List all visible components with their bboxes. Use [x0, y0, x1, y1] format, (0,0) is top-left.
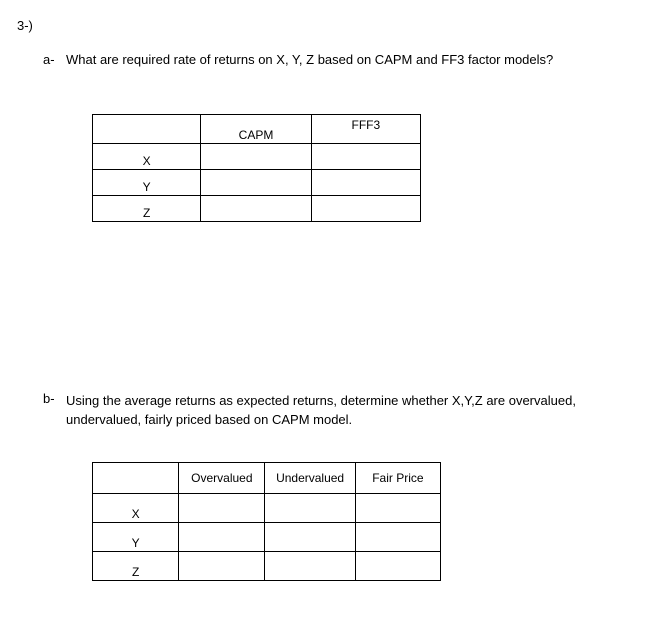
row-label-x: X [93, 494, 179, 523]
part-a-table [92, 114, 421, 222]
header-cell-overvalued: Overvalued [179, 463, 265, 494]
header-cell-empty [93, 115, 201, 144]
part-b-question [66, 391, 626, 429]
part-a-question: What are required rate of returns on X, Y, Z based on CAPM and FF3 factor models? [66, 52, 554, 67]
table-row [93, 523, 441, 552]
part-b-table [92, 462, 441, 581]
row-label-z: Z [93, 196, 201, 222]
table-cell[interactable] [311, 144, 420, 170]
table-cell[interactable] [311, 170, 420, 196]
table-row [93, 494, 441, 523]
table-cell[interactable] [265, 523, 355, 552]
table-cell[interactable] [355, 494, 440, 523]
table-cell[interactable] [201, 196, 311, 222]
table-cell[interactable] [201, 170, 311, 196]
table-cell[interactable] [201, 144, 311, 170]
table-cell[interactable] [179, 494, 265, 523]
header-cell-undervalued: Undervalued [265, 463, 355, 494]
header-cell-empty [93, 463, 179, 494]
table-row [93, 170, 421, 196]
part-b-question-line1: Using the average returns as expected returns, determine whether X,Y,Z are overvalued, [66, 393, 576, 408]
table-row [93, 552, 441, 581]
question-number: 3-) [17, 18, 33, 33]
table-cell[interactable] [265, 494, 355, 523]
header-cell-fff3: FFF3 [311, 115, 420, 144]
row-label-y: Y [93, 523, 179, 552]
table-cell[interactable] [311, 196, 420, 222]
part-b-question-line2: undervalued, fairly priced based on CAPM model. [66, 412, 353, 427]
table-cell[interactable] [355, 552, 440, 581]
table-cell[interactable] [179, 552, 265, 581]
table-header-row [93, 115, 421, 144]
table-row [93, 196, 421, 222]
header-cell-capm: CAPM [201, 115, 311, 144]
part-b-label: b- [43, 391, 55, 406]
table-header-row [93, 463, 441, 494]
row-label-x: X [93, 144, 201, 170]
table-cell[interactable] [355, 523, 440, 552]
table-cell[interactable] [265, 552, 355, 581]
table-cell[interactable] [179, 523, 265, 552]
row-label-y: Y [93, 170, 201, 196]
row-label-z: Z [93, 552, 179, 581]
table-row [93, 144, 421, 170]
part-a-label: a- [43, 52, 55, 67]
header-cell-fair-price: Fair Price [355, 463, 440, 494]
